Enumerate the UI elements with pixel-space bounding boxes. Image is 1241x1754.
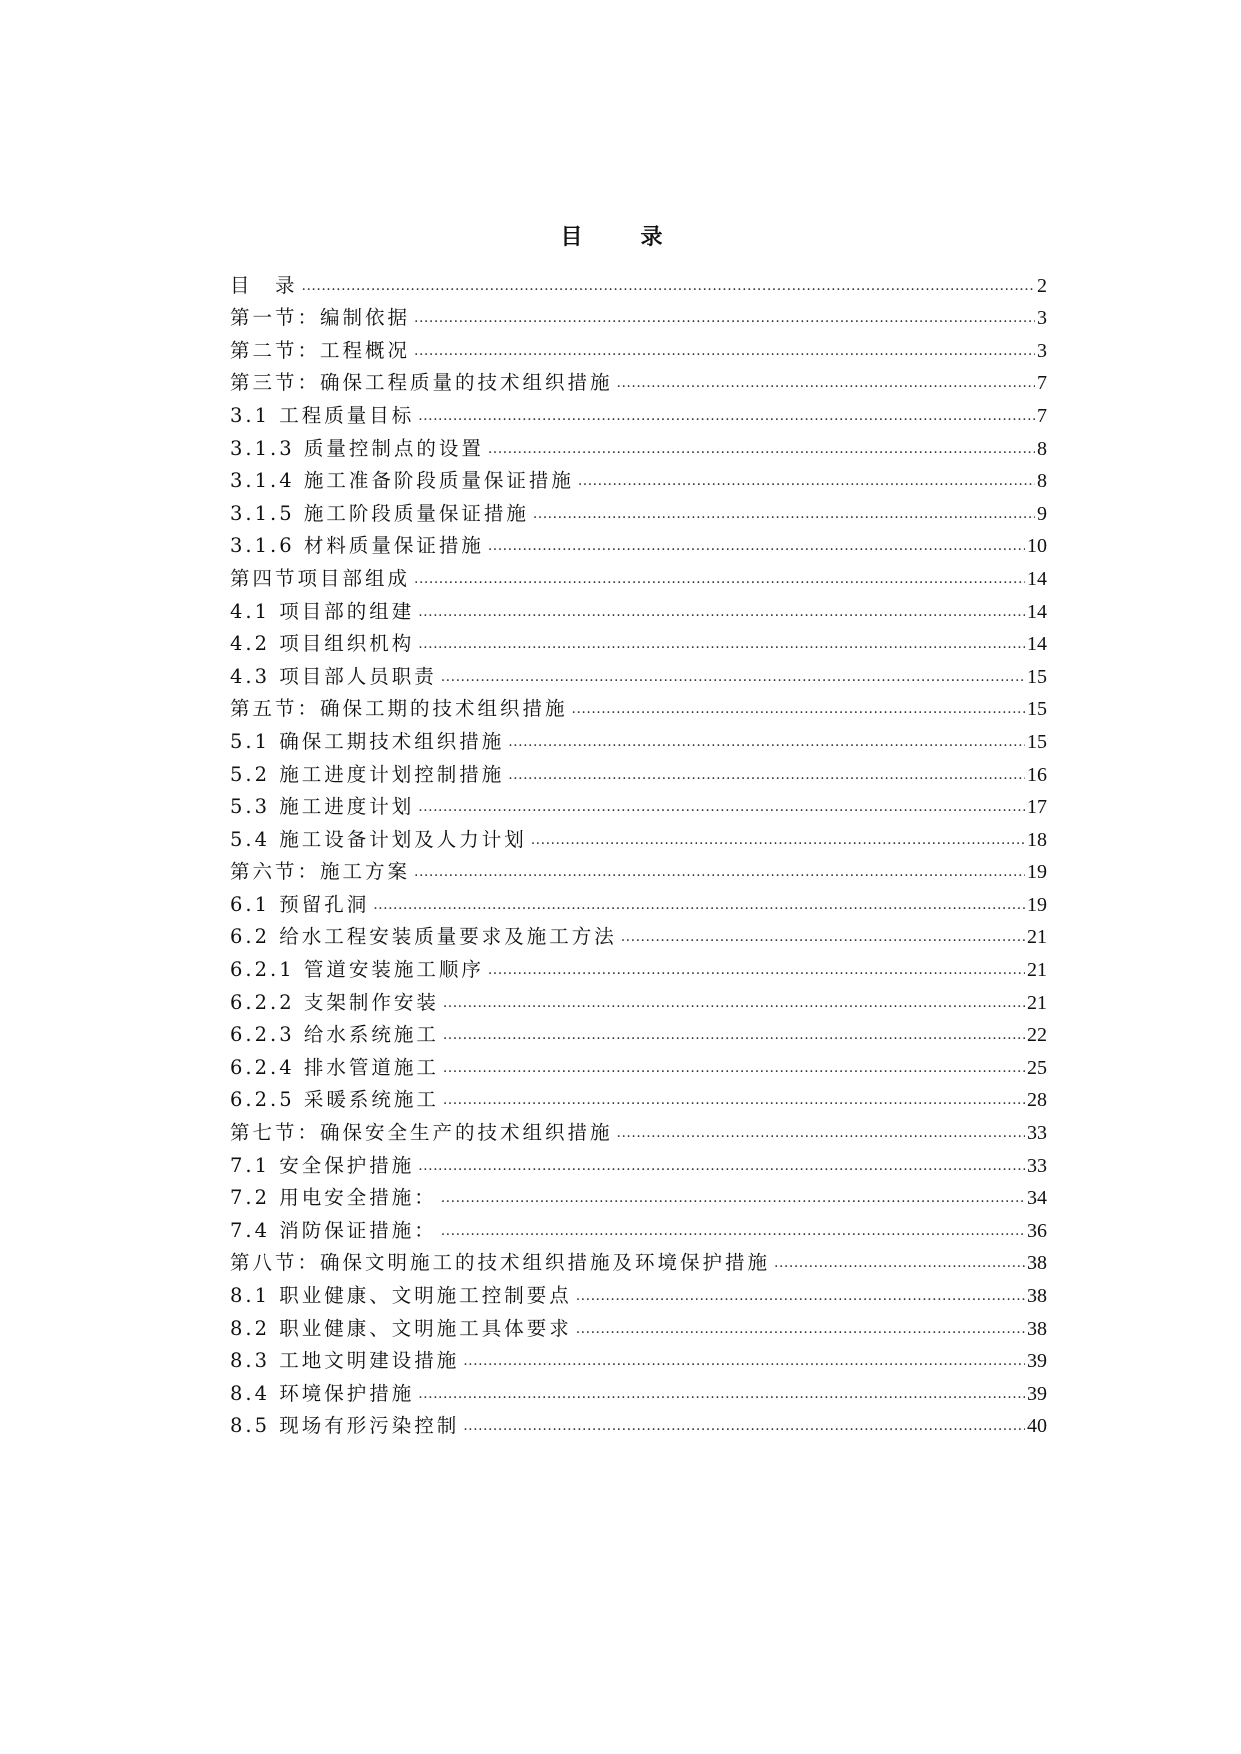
toc-entry-label: 第四节项目部组成 — [230, 566, 411, 590]
toc-entry[interactable] — [230, 722, 1047, 755]
toc-entry-label: 5.4 施工设备计划及人力计划 — [230, 827, 527, 851]
toc-entry-label: 3.1.5 施工阶段质量保证措施 — [230, 501, 529, 525]
toc-leader-dots — [617, 374, 1035, 392]
toc-page-number: 17 — [1027, 796, 1047, 819]
toc-entry[interactable] — [230, 1113, 1047, 1146]
toc-entry-label: 6.2.5 采暖系统施工 — [230, 1088, 439, 1112]
toc-leader-dots — [533, 505, 1035, 523]
toc-page-number: 14 — [1027, 633, 1047, 656]
toc-leader-dots — [414, 342, 1035, 360]
toc-leader-dots — [443, 1091, 1025, 1109]
toc-entry[interactable] — [230, 983, 1047, 1016]
toc-entry[interactable] — [230, 918, 1047, 951]
toc-entry[interactable] — [230, 853, 1047, 886]
toc-entry-label: 目 录 — [230, 273, 298, 297]
toc-entry[interactable] — [230, 755, 1047, 788]
toc-page-number: 38 — [1027, 1317, 1047, 1340]
toc-leader-dots — [418, 798, 1025, 816]
toc-page-number: 39 — [1027, 1350, 1047, 1373]
toc-page-number: 7 — [1037, 372, 1047, 395]
toc-entry-label: 第五节：确保工期的技术组织措施 — [230, 697, 568, 721]
toc-leader-dots — [418, 407, 1035, 425]
table-of-contents — [230, 266, 1047, 1439]
toc-entry[interactable] — [230, 1211, 1047, 1244]
toc-entry[interactable] — [230, 820, 1047, 853]
toc-leader-dots — [414, 570, 1025, 588]
toc-entry-label: 第二节：工程概况 — [230, 338, 411, 362]
toc-entry-label: 4.2 项目组织机构 — [230, 632, 415, 656]
toc-entry[interactable] — [230, 690, 1047, 723]
toc-entry[interactable] — [230, 462, 1047, 495]
toc-page-number: 22 — [1027, 1024, 1047, 1047]
toc-page-number: 3 — [1037, 339, 1047, 362]
toc-entry[interactable] — [230, 1276, 1047, 1309]
toc-entry[interactable] — [230, 657, 1047, 690]
toc-entry[interactable] — [230, 625, 1047, 658]
toc-entry[interactable] — [230, 1016, 1047, 1049]
toc-entry[interactable] — [230, 527, 1047, 560]
toc-leader-dots — [414, 863, 1025, 881]
toc-entry-label: 8.1 职业健康、文明施工控制要点 — [230, 1284, 572, 1307]
toc-leader-dots — [576, 1287, 1025, 1305]
toc-leader-dots — [418, 635, 1025, 653]
toc-entry[interactable] — [230, 1048, 1047, 1081]
toc-leader-dots — [531, 831, 1025, 849]
toc-leader-dots — [621, 928, 1025, 946]
toc-entry-label: 6.2 给水工程安装质量要求及施工方法 — [230, 925, 617, 949]
toc-leader-dots — [302, 277, 1035, 295]
toc-entry-label: 8.5 现场有形污染控制 — [230, 1414, 460, 1438]
toc-entry-label: 4.3 项目部人员职责 — [230, 664, 437, 688]
toc-leader-dots — [418, 603, 1025, 621]
toc-leader-dots — [463, 1417, 1025, 1435]
toc-entry-label: 4.1 项目部的组建 — [230, 599, 415, 623]
toc-entry[interactable] — [230, 1244, 1047, 1277]
toc-page-number: 14 — [1027, 567, 1047, 590]
toc-entry[interactable] — [230, 559, 1047, 592]
toc-page-number: 15 — [1027, 730, 1047, 753]
toc-entry-label: 3.1.6 材料质量保证措施 — [230, 534, 484, 558]
toc-leader-dots — [418, 1157, 1025, 1175]
toc-page-number: 19 — [1027, 861, 1047, 884]
toc-page-number: 15 — [1027, 698, 1047, 721]
toc-leader-dots — [418, 1385, 1025, 1403]
toc-leader-dots — [443, 1059, 1025, 1077]
toc-page-number: 19 — [1027, 893, 1047, 916]
toc-entry-label: 5.2 施工进度计划控制措施 — [230, 762, 505, 786]
toc-page-number: 8 — [1037, 437, 1047, 460]
toc-entry[interactable] — [230, 1081, 1047, 1114]
toc-leader-dots — [443, 1026, 1025, 1044]
toc-entry[interactable] — [230, 429, 1047, 462]
toc-page-number: 9 — [1037, 502, 1047, 525]
toc-entry[interactable] — [230, 1146, 1047, 1179]
toc-leader-dots — [576, 1320, 1025, 1338]
toc-entry-label: 第三节：确保工程质量的技术组织措施 — [230, 371, 613, 395]
toc-entry-label: 7.2 用电安全措施： — [230, 1186, 437, 1210]
toc-entry[interactable] — [230, 266, 1047, 299]
toc-leader-dots — [578, 472, 1035, 490]
toc-entry-label: 8.2 职业健康、文明施工具体要求 — [230, 1316, 572, 1340]
toc-page-number: 16 — [1027, 763, 1047, 786]
toc-page-number: 2 — [1037, 274, 1047, 297]
toc-page-number: 10 — [1027, 535, 1047, 558]
toc-leader-dots — [774, 1254, 1025, 1272]
toc-page-number: 14 — [1027, 600, 1047, 623]
toc-entry-label: 第一节：编制依据 — [230, 306, 411, 330]
toc-entry[interactable] — [230, 1309, 1047, 1342]
toc-page-number: 25 — [1027, 1056, 1047, 1079]
toc-entry[interactable] — [230, 331, 1047, 364]
toc-entry-label: 6.2.3 给水系统施工 — [230, 1023, 439, 1047]
toc-entry-label: 8.4 环境保护措施 — [230, 1381, 415, 1405]
toc-page-number: 18 — [1027, 828, 1047, 851]
toc-page-number: 38 — [1027, 1252, 1047, 1275]
toc-page-number: 38 — [1027, 1285, 1047, 1307]
toc-page-number: 40 — [1027, 1415, 1047, 1438]
toc-entry-label: 第八节：确保文明施工的技术组织措施及环境保护措施 — [230, 1251, 771, 1275]
toc-leader-dots — [441, 1189, 1025, 1207]
toc-leader-dots — [373, 896, 1025, 914]
toc-leader-dots — [508, 733, 1025, 751]
toc-page-number: 3 — [1037, 307, 1047, 330]
toc-page-number: 21 — [1027, 926, 1047, 949]
toc-entry[interactable] — [230, 1342, 1047, 1375]
toc-entry-label: 6.1 预留孔洞 — [230, 892, 370, 916]
toc-entry[interactable] — [230, 1374, 1047, 1407]
toc-leader-dots — [414, 309, 1035, 327]
toc-page-number: 33 — [1027, 1154, 1047, 1177]
toc-page-number: 33 — [1027, 1122, 1047, 1145]
toc-leader-dots — [488, 440, 1035, 458]
toc-page-number: 39 — [1027, 1382, 1047, 1405]
toc-entry[interactable] — [230, 299, 1047, 332]
toc-entry-label: 7.1 安全保护措施 — [230, 1153, 415, 1177]
toc-entry-label: 3.1.4 施工准备阶段质量保证措施 — [230, 469, 574, 493]
toc-entry-label: 3.1.3 质量控制点的设置 — [230, 436, 484, 460]
toc-leader-dots — [463, 1352, 1025, 1370]
toc-page-number: 36 — [1027, 1219, 1047, 1242]
toc-entry[interactable] — [230, 1179, 1047, 1212]
toc-leader-dots — [441, 1222, 1025, 1240]
toc-page-number: 21 — [1027, 991, 1047, 1014]
toc-page-number: 7 — [1037, 404, 1047, 427]
toc-entry-label: 6.2.2 支架制作安装 — [230, 990, 439, 1014]
toc-entry-label: 第七节：确保安全生产的技术组织措施 — [230, 1121, 613, 1145]
toc-page-number: 8 — [1037, 470, 1047, 493]
toc-entry-label: 5.3 施工进度计划 — [230, 795, 415, 819]
toc-leader-dots — [488, 961, 1025, 979]
toc-entry-label: 8.3 工地文明建设措施 — [230, 1349, 460, 1373]
toc-entry[interactable] — [230, 950, 1047, 983]
toc-entry-label: 第六节：施工方案 — [230, 860, 411, 884]
toc-entry[interactable] — [230, 885, 1047, 918]
toc-entry[interactable] — [230, 788, 1047, 821]
toc-entry[interactable] — [230, 494, 1047, 527]
page-title: 目 录 — [560, 224, 681, 250]
toc-leader-dots — [488, 537, 1025, 555]
toc-entry[interactable] — [230, 364, 1047, 397]
toc-entry-label: 5.1 确保工期技术组织措施 — [230, 729, 505, 753]
toc-entry[interactable] — [230, 1407, 1047, 1440]
toc-entry[interactable] — [230, 396, 1047, 429]
toc-leader-dots — [441, 668, 1025, 686]
toc-entry-label: 7.4 消防保证措施： — [230, 1218, 437, 1242]
toc-page-number: 21 — [1027, 959, 1047, 982]
toc-entry-label: 3.1 工程质量目标 — [230, 403, 415, 427]
toc-leader-dots — [508, 766, 1025, 784]
toc-entry[interactable] — [230, 592, 1047, 625]
toc-leader-dots — [617, 1124, 1025, 1142]
toc-entry-label: 6.2.1 管道安装施工顺序 — [230, 958, 484, 982]
toc-leader-dots — [443, 994, 1025, 1012]
toc-page-number: 34 — [1027, 1187, 1047, 1210]
toc-page-number: 15 — [1027, 665, 1047, 688]
toc-entry-label: 6.2.4 排水管道施工 — [230, 1055, 439, 1079]
toc-leader-dots — [572, 700, 1025, 718]
toc-page-number: 28 — [1027, 1089, 1047, 1112]
